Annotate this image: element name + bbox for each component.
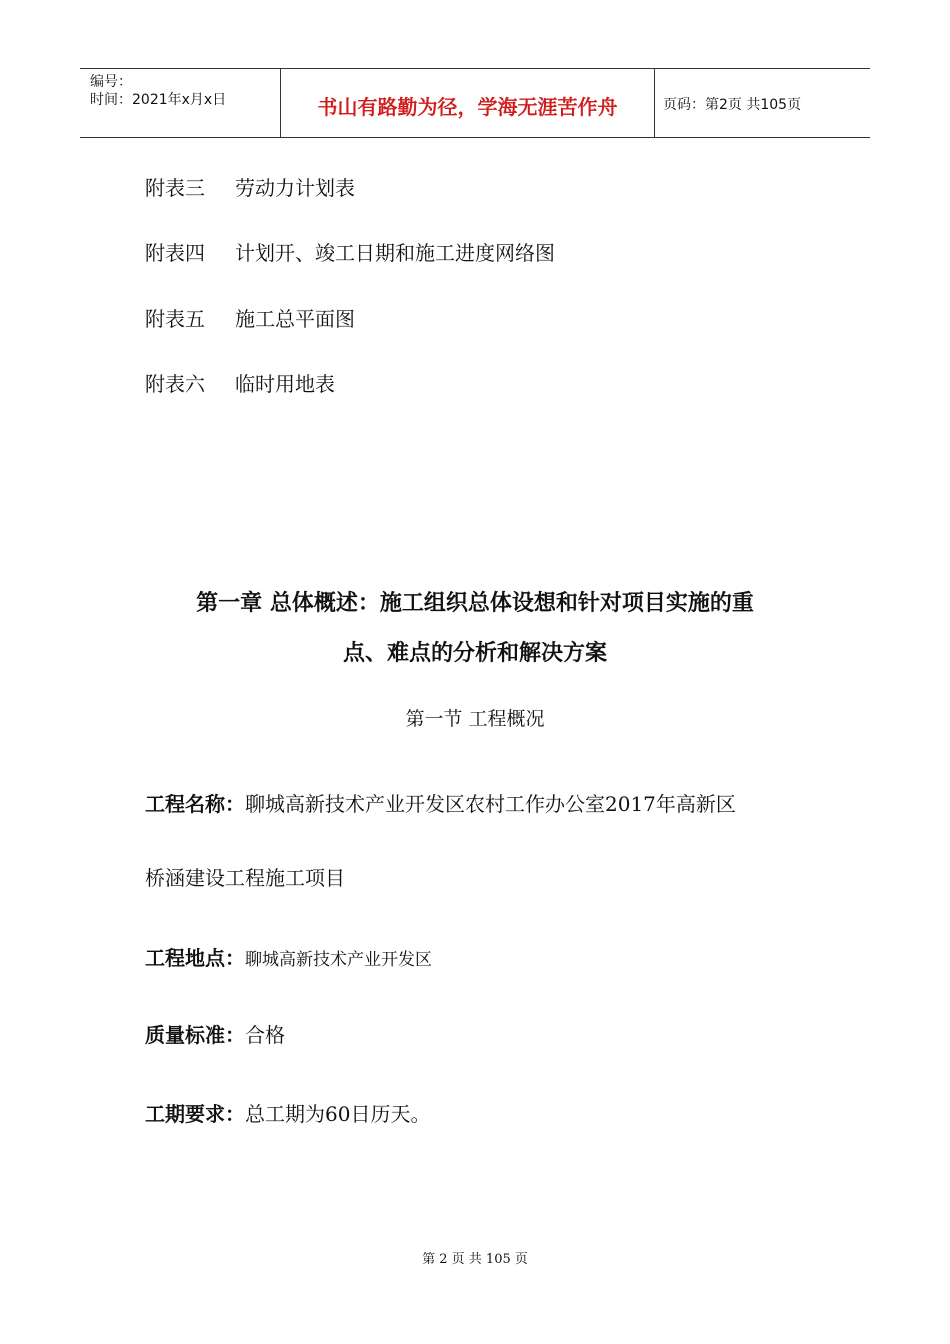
appendix-label: 附表六	[145, 372, 205, 396]
project-location-value: 聊城高新技术产业开发区	[245, 950, 432, 970]
appendix-item	[145, 237, 555, 266]
construction-period-key: 工期要求：	[145, 1102, 245, 1126]
appendix-text: 计划开、竣工日期和施工进度网络图	[235, 241, 555, 265]
chapter-title-line1: 第一章 总体概述：施工组织总体设想和针对项目实施的重	[196, 591, 754, 616]
project-location-field	[145, 942, 432, 971]
section-title: 第一节 工程概况	[405, 708, 545, 730]
appendix-text: 施工总平面图	[235, 307, 355, 331]
appendix-label: 附表四	[145, 241, 205, 265]
header-motto: 书山有路勤为径，学海无涯苦作舟	[317, 95, 618, 119]
project-name-continuation	[145, 862, 345, 891]
appendix-label: 附表三	[145, 176, 205, 200]
appendix-label: 附表五	[145, 307, 205, 331]
header-meta-cell	[80, 69, 281, 137]
number-label: 编号：	[90, 74, 132, 90]
appendix-text: 临时用地表	[235, 372, 335, 396]
chapter-title-line2: 点、难点的分析和解决方案	[342, 641, 607, 666]
appendix-item	[145, 172, 355, 201]
project-name-value: 聊城高新技术产业开发区农村工作办公室2017年高新区	[245, 792, 736, 816]
project-name-field	[145, 788, 736, 817]
quality-standard-value: 合格	[245, 1023, 285, 1047]
header-page-cell	[655, 69, 870, 137]
construction-period-value: 总工期为60日历天。	[245, 1102, 431, 1126]
appendix-text: 劳动力计划表	[235, 176, 355, 200]
project-name-value-line2: 桥涵建设工程施工项目	[145, 866, 345, 890]
quality-standard-field	[145, 1019, 285, 1048]
quality-standard-key: 质量标准：	[145, 1023, 245, 1047]
time-label: 时间：2021年x月x日	[90, 92, 227, 108]
appendix-item	[145, 368, 335, 397]
construction-period-field	[145, 1098, 430, 1127]
appendix-item	[145, 303, 355, 332]
project-location-key: 工程地点：	[145, 946, 245, 970]
project-name-key: 工程名称：	[145, 792, 245, 816]
header-motto-cell	[281, 69, 655, 137]
page-header	[80, 68, 870, 138]
page-footer: 第 2 页 共 105 页	[422, 1252, 528, 1267]
header-page-code: 页码：第2页 共105页	[663, 97, 802, 113]
